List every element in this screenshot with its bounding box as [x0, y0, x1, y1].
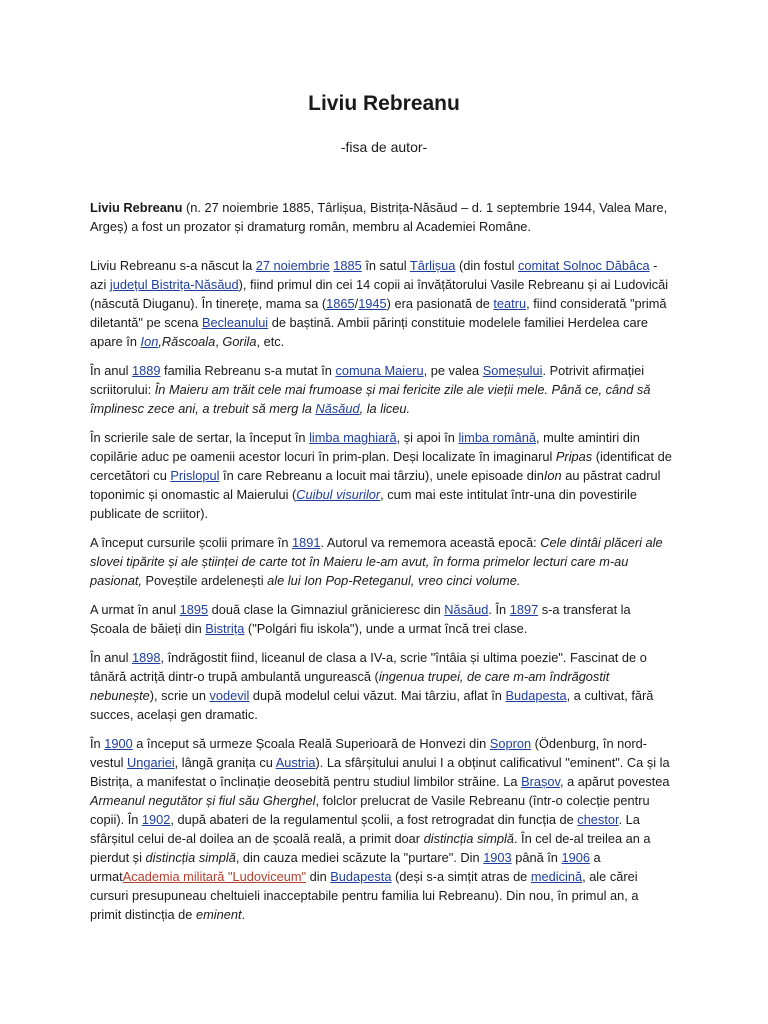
wiki-link[interactable]: 1903 [483, 850, 512, 865]
text-run: în care Rebreanu a locuit mai târziu), unele episoade din [219, 468, 544, 483]
text-run: ). La sfârșitului anului I a obținut calificativul "eminent". Ca și la Bistrița, a manifestat o înclinație deosebită pentru studiul limbilor străine. La [90, 755, 670, 789]
wiki-link[interactable]: Târlișua [317, 200, 363, 215]
wiki-link[interactable]: Prislopul [170, 468, 220, 483]
wiki-link[interactable]: Budapesta [505, 688, 567, 703]
italic-text: ingenua trupei, de care m-am îndrăgostit nebunește [90, 669, 610, 703]
intro-paragraph [90, 198, 672, 236]
body-paragraph [90, 533, 672, 590]
text-run: a început să urmeze Școala Reală Superioară de Honvezi din [132, 736, 490, 751]
text-run: . În cel de-al treilea an a pierdut și [90, 831, 651, 865]
wiki-link[interactable]: județul Bistrița-Năsăud [109, 277, 239, 292]
text-run: ("Polgári fiu iskola"), unde a urmat încă trei clase. [244, 621, 528, 636]
text-run: , a cultivat, fără succes, același gen dramatic. [90, 688, 654, 722]
wiki-link[interactable]: 1 septembrie 1944 [486, 200, 592, 215]
wiki-link[interactable]: teatru [493, 296, 527, 311]
text-run: a urmat [90, 850, 601, 884]
italic-text: , la liceu. [359, 401, 411, 416]
text-run: după modelul celui văzut. Mai târziu, aflat în [249, 688, 506, 703]
text-run: A urmat în anul [90, 602, 180, 617]
text-run: , [310, 200, 318, 215]
text-run: , lângă granița cu [174, 755, 276, 770]
text-run: până în [511, 850, 562, 865]
italic-text: Gorila [222, 334, 257, 349]
text-run: În scrierile sale de sertar, la început în [90, 430, 310, 445]
text-run: (din fostul [455, 258, 519, 273]
text-run: , îndrăgostit fiind, liceanul de clasa a IV-a, scrie "întâia și ultima poezie". Fascinat de o tânără actriță dintr-o trupă ambulantă ungurească ( [90, 650, 647, 684]
text-run: , pe valea [423, 363, 483, 378]
text-run: , din cauza mediei scăzute la "purtare". Din [235, 850, 484, 865]
text-run: (deși s-a simțit atras de [391, 869, 531, 884]
wiki-link[interactable]: 1889 [131, 363, 161, 378]
text-run: . [241, 907, 246, 922]
wiki-link[interactable]: Bistrița [205, 621, 245, 636]
text-run: (identificat de cercetători cu [90, 449, 672, 483]
text-run: – d. [457, 200, 486, 215]
text-run: Liviu Rebreanu s-a născut la [90, 258, 256, 273]
text-run: , folclor prelucrat de Vasile Rebreanu (într-o colecție pentru copii). În [90, 793, 650, 827]
wiki-link[interactable]: 1895 [179, 602, 209, 617]
body-paragraph [90, 428, 672, 523]
wiki-link[interactable]: Năsăud [444, 602, 489, 617]
text-run: au păstrat cadrul toponimic și onomastic al Maierului ( [90, 468, 661, 502]
wiki-link[interactable]: 1897 [509, 602, 539, 617]
wiki-link[interactable]: Budapesta [330, 869, 392, 884]
text-run: În anul [90, 363, 132, 378]
text-run: / [354, 296, 359, 311]
body-paragraph [90, 256, 672, 351]
bold-text: Liviu Rebreanu [90, 200, 183, 215]
wiki-link[interactable]: Academia militară "Ludoviceum" [122, 869, 307, 884]
italic-text: eminent [195, 907, 242, 922]
wiki-link[interactable]: 1865 [326, 296, 355, 311]
wiki-link[interactable]: 27 noiembrie [255, 258, 330, 273]
text-run: (Ödenburg, în nord-vestul [90, 736, 648, 770]
wiki-link[interactable]: Ion [140, 334, 159, 349]
wiki-link[interactable]: 1945 [358, 296, 387, 311]
text-run: În [90, 736, 105, 751]
text-run: . La sfârșitul celui de-al doilea an de școală reală, a primit doar [90, 812, 640, 846]
wiki-link[interactable]: 1900 [104, 736, 133, 751]
text-run: , [362, 200, 371, 215]
wiki-link[interactable]: limba maghiară [309, 430, 397, 445]
wiki-link[interactable]: Austria [275, 755, 316, 770]
text-run: ) a fost un prozator și dramaturg român, membru al Academiei Române. [123, 219, 531, 234]
text-run: (n. [182, 200, 205, 215]
wiki-link[interactable]: 1885 [333, 258, 362, 273]
page-subtitle: -fisa de autor- [340, 139, 428, 155]
page-title: Liviu Rebreanu [308, 92, 460, 115]
text-run: din [306, 869, 331, 884]
wiki-link[interactable]: 1891 [292, 535, 321, 550]
text-run: , [592, 200, 600, 215]
text-run: În anul [90, 650, 132, 665]
wiki-link[interactable]: 1906 [561, 850, 590, 865]
text-run: , cum mai este intitulat într-una din povestirile publicate de scriitor). [90, 487, 637, 521]
wiki-link[interactable]: Valea Mare, Argeș [90, 200, 668, 234]
text-run: , și apoi în [396, 430, 459, 445]
italic-text: În Maieru am trăit cele mai frumoase și mai fericite zile ale vieții mele. Până ce, când să împlinesc zece ani, a trebuit să merg la [90, 382, 651, 416]
italic-text: Armeanul negutător și fiul său Gherghel [90, 793, 316, 808]
text-run: , [215, 334, 223, 349]
text-run: , a apărut povestea [559, 774, 670, 789]
wiki-link[interactable]: comuna Maieru [335, 363, 424, 378]
body-paragraph [90, 734, 672, 924]
wiki-link[interactable]: Năsăud [315, 401, 360, 416]
italic-text: Pripas [555, 449, 593, 464]
italic-text: Ion [543, 468, 562, 483]
wiki-link[interactable]: Brașov [521, 774, 560, 789]
wiki-link[interactable]: Someșului [482, 363, 543, 378]
body-paragraph [90, 600, 672, 638]
wiki-link[interactable]: vodevil [209, 688, 250, 703]
text-run: , după abateri de la regulamentul școlii, a fost retrogradat din funcția de [170, 812, 578, 827]
text-run: ) era pasionată de [386, 296, 494, 311]
italic-text: distincția simplă [423, 831, 514, 846]
wiki-link[interactable]: Becleanului [201, 315, 269, 330]
wiki-link[interactable]: Cuibul visurilor [296, 487, 381, 502]
text-run: , fiind considerată "primă diletantă" pe scena [90, 296, 667, 330]
wiki-link[interactable]: 1902 [141, 812, 171, 827]
text-run: , ale cărei cursuri presupuneau cheltuieli inacceptabile pentru familia lui Rebreanu). Din nou, în primul an, a primit distincția de [90, 869, 639, 922]
text-run: A început cursurile școlii primare în [90, 535, 292, 550]
wiki-link[interactable]: 1898 [131, 650, 161, 665]
text-run: ), fiind primul din cei 14 copii ai învățătorului Vasile Rebreanu și ai Ludovicăi (născută Diuganu). În tinerețe, mama sa ( [90, 277, 669, 311]
wiki-link[interactable]: limba română [458, 430, 536, 445]
text-run: . Potrivit afirmației scriitorului: [90, 363, 645, 397]
wiki-link[interactable]: Ungariei [127, 755, 175, 770]
wiki-link[interactable]: Târlișua [409, 258, 456, 273]
text-run: ), scrie un [149, 688, 210, 703]
body-paragraph [90, 361, 672, 418]
wiki-link[interactable]: comitat Solnoc Dăbâca [518, 258, 650, 273]
wiki-link[interactable]: chestor [577, 812, 619, 827]
wiki-link[interactable]: 27 noiembrie 1885 [204, 200, 311, 215]
wiki-link[interactable]: Bistrița-Năsăud [370, 200, 458, 215]
italic-text: Cele dintâi plăceri ale slovei tipărite și ale științei de carte tot în Maieru le-am avut, în forma primelor lecturi care m-au pasionat, [90, 535, 663, 588]
text-run: - azi [90, 258, 658, 292]
text-run: familia Rebreanu s-a mutat în [160, 363, 336, 378]
italic-text: distincția simplă [145, 850, 236, 865]
text-run: Poveștile ardelenești [141, 573, 268, 588]
text-run: în satul [361, 258, 410, 273]
text-run: . În [488, 602, 510, 617]
text-run: două clase la Gimnaziul grănicieresc din [208, 602, 445, 617]
text-run: , multe amintiri din copilărie aduc pe oamenii acestor locuri în prim-plan. Deși localizate în imaginarul [90, 430, 640, 464]
text-run: . Autorul va rememora această epocă: [320, 535, 541, 550]
text-run: s-a transferat la Școala de băieți din [90, 602, 631, 636]
text-run: de baștină. Ambii părinți constituie modelele familiei Herdelea care apare în [90, 315, 648, 349]
body-paragraph [90, 648, 672, 724]
document-body [90, 198, 672, 934]
italic-text: Răscoala [161, 334, 216, 349]
italic-text: ale lui Ion Pop-Reteganul, vreo cinci volume. [267, 573, 521, 588]
text-run: , etc. [256, 334, 285, 349]
wiki-link[interactable]: Sopron [489, 736, 532, 751]
italic-text: , [158, 334, 162, 349]
wiki-link[interactable]: medicină [530, 869, 583, 884]
